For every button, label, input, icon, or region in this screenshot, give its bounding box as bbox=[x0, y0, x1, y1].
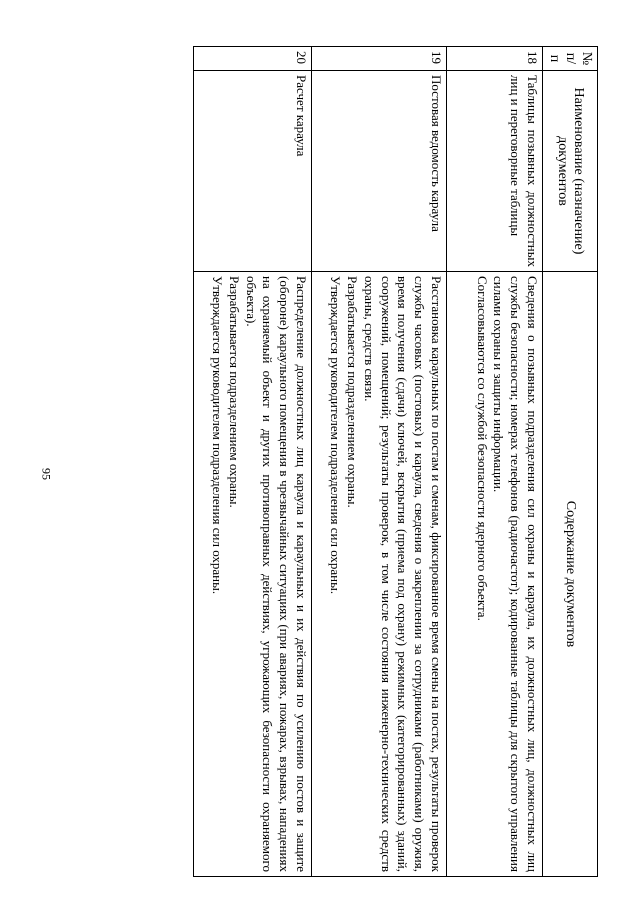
row-content-paragraph: Разрабатывается подразделением охраны. bbox=[345, 276, 361, 508]
table-header-row bbox=[543, 47, 598, 877]
row-content bbox=[312, 272, 447, 877]
row-name: Постовая ведомость караула bbox=[312, 71, 447, 272]
row-content-paragraph: Разрабатывается подразделением охраны. bbox=[226, 276, 242, 508]
documents-table bbox=[193, 46, 598, 877]
header-num: № п/п bbox=[543, 47, 598, 71]
row-content-paragraph: Утверждается руководителем подразделения сил охраны. bbox=[328, 276, 344, 595]
table-row bbox=[194, 47, 312, 877]
page-number: 95 bbox=[39, 468, 54, 480]
row-content-paragraph: Согласовываются со службой безопасности ядерного объекта. bbox=[474, 276, 490, 621]
row-content-paragraph: Сведения о позывных подразделения сил охраны и караула, их должностных лиц, должностных лиц службы безопасности; номерах телефонов (радиочастот); кодированные таблицы для скрытого управления силами охраны и защиты информации. bbox=[491, 276, 540, 872]
table-row bbox=[447, 47, 543, 877]
row-name: Расчет караула bbox=[194, 71, 312, 272]
document-table-container bbox=[78, 46, 598, 876]
header-content: Содержание документов bbox=[543, 272, 598, 877]
row-content-paragraph: Утверждается руководителем подразделения сил охраны. bbox=[210, 276, 226, 595]
table-row bbox=[312, 47, 447, 877]
row-num: 19 bbox=[312, 47, 447, 71]
row-num: 18 bbox=[447, 47, 543, 71]
header-name: Наименование (назначение) документов bbox=[543, 71, 598, 272]
row-content bbox=[447, 272, 543, 877]
row-content-paragraph: Распределение должностных лиц караула и караульных и их действия по усилению постов и защите (обороне) караульного помещения в чрезвычайных ситуациях (при авариях, пожарах, взрывах, нападениях на охраняемый объект и других противоправных действиях, угрожающих безопасности охраняемого объекта). bbox=[243, 276, 309, 872]
row-content bbox=[194, 272, 312, 877]
row-content-paragraph: Расстановка караульных по постам и сменам, фиксированное время смены на постах, результаты проверок службы часовых (постовых) и караула, сведения о закреплении за сотрудниками (работниками) оружия, время получения (сдачи) ключей, вскрытия (приема под охрану) режимных (категорированных) зданий, сооружений, помещений; результаты проверок, в том числе состояния инженерно-технических средств охраны, средств связи. bbox=[361, 276, 444, 872]
row-name: Таблицы позывных должностных лиц и переговорные таблицы bbox=[447, 71, 543, 272]
row-num: 20 bbox=[194, 47, 312, 71]
